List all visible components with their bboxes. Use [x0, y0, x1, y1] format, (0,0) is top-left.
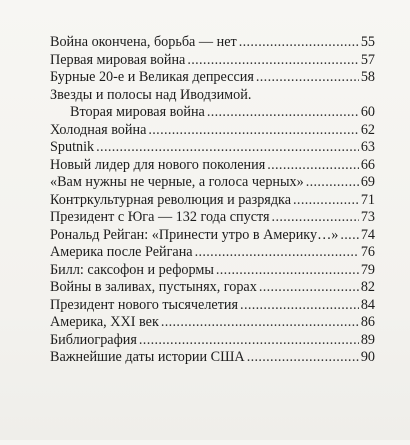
toc-entry: [50, 87, 375, 105]
toc-title: Рональд Рейган: «Принести утро в Америку…»: [50, 226, 339, 243]
toc-entry: [50, 69, 375, 87]
toc-entry: [50, 34, 375, 52]
toc-title: Новый лидер для нового поколения: [50, 156, 266, 173]
toc-entry: [50, 122, 375, 140]
toc-leader: [207, 104, 359, 122]
toc-page: 76: [360, 244, 375, 260]
toc-leader: [267, 157, 359, 175]
toc-page: 73: [360, 209, 375, 225]
toc-leader: [148, 122, 358, 140]
toc-title: Первая мировая война: [50, 51, 186, 68]
toc-page: 63: [360, 139, 375, 155]
toc-leader: [247, 349, 359, 367]
toc-entry: [50, 227, 375, 245]
toc-page: 62: [360, 121, 375, 138]
toc-page: 89: [360, 331, 375, 348]
toc-entry: [50, 192, 375, 210]
toc-leader: [306, 174, 359, 192]
toc-leader: [139, 332, 359, 350]
toc-page: 86: [360, 314, 375, 330]
toc-leader: [272, 209, 359, 227]
toc-page: 55: [360, 34, 375, 50]
toc-title: «Вам нужны не черные, а голоса черных»: [50, 174, 304, 190]
toc-leader: [195, 244, 359, 262]
toc-title: Контркультурная революция и разрядка: [50, 191, 292, 208]
toc-leader: [216, 262, 359, 280]
toc-leader: [256, 69, 359, 87]
toc-title: Бурные 20-е и Великая депрессия: [50, 69, 254, 85]
toc-title: Sputnik: [50, 139, 95, 155]
toc-title: Президент с Юга — 132 года спустя: [50, 209, 270, 225]
toc-entry: [50, 104, 375, 122]
toc-page: 82: [360, 279, 375, 295]
toc-page: 57: [360, 51, 375, 68]
toc-title: Важнейшие даты истории США: [50, 349, 245, 365]
toc-entry: [50, 262, 375, 280]
toc-leader: [293, 192, 359, 210]
toc-page: 66: [360, 156, 375, 173]
toc-page: 74: [360, 226, 375, 243]
toc-entry: [50, 314, 375, 332]
toc-entry: [50, 157, 375, 175]
toc-entry: [50, 297, 375, 315]
table-of-contents: [50, 34, 375, 367]
toc-title: Библиография: [50, 331, 137, 348]
toc-page: 69: [360, 174, 375, 190]
toc-title: Америка, XXI век: [50, 314, 159, 330]
toc-entry: [50, 349, 375, 367]
toc-entry: [50, 209, 375, 227]
toc-entry: [50, 52, 375, 70]
bleed-through-text: [59, 375, 362, 445]
toc-leader: [259, 279, 359, 297]
toc-title: Америка после Рейгана: [50, 244, 193, 260]
toc-page: 90: [360, 349, 375, 365]
toc-leader: [240, 297, 359, 315]
toc-entry: [50, 244, 375, 262]
toc-page: 58: [360, 69, 375, 85]
toc-entry: [50, 139, 375, 157]
toc-leader: [340, 227, 358, 245]
toc-leader: [161, 314, 359, 332]
toc-page: 79: [360, 261, 375, 278]
toc-page: 84: [360, 296, 375, 313]
toc-title: Билл: саксофон и реформы: [50, 261, 214, 278]
toc-page: 60: [360, 104, 375, 120]
toc-title: Война окончена, борьба — нет: [50, 34, 237, 50]
toc-title: Вторая мировая война: [70, 104, 205, 120]
toc-entry: [50, 332, 375, 350]
toc-title: Президент нового тысячелетия: [50, 296, 239, 313]
toc-page: 71: [360, 191, 375, 208]
toc-entry: [50, 174, 375, 192]
toc-title: Холодная война: [50, 121, 147, 138]
toc-entry: [50, 279, 375, 297]
toc-leader: [187, 52, 358, 70]
toc-leader: [96, 139, 359, 157]
toc-leader: [239, 34, 359, 52]
toc-title: Войны в заливах, пустынях, горах: [50, 279, 257, 295]
toc-title: Звезды и полосы над Иводзимой.: [50, 86, 252, 103]
